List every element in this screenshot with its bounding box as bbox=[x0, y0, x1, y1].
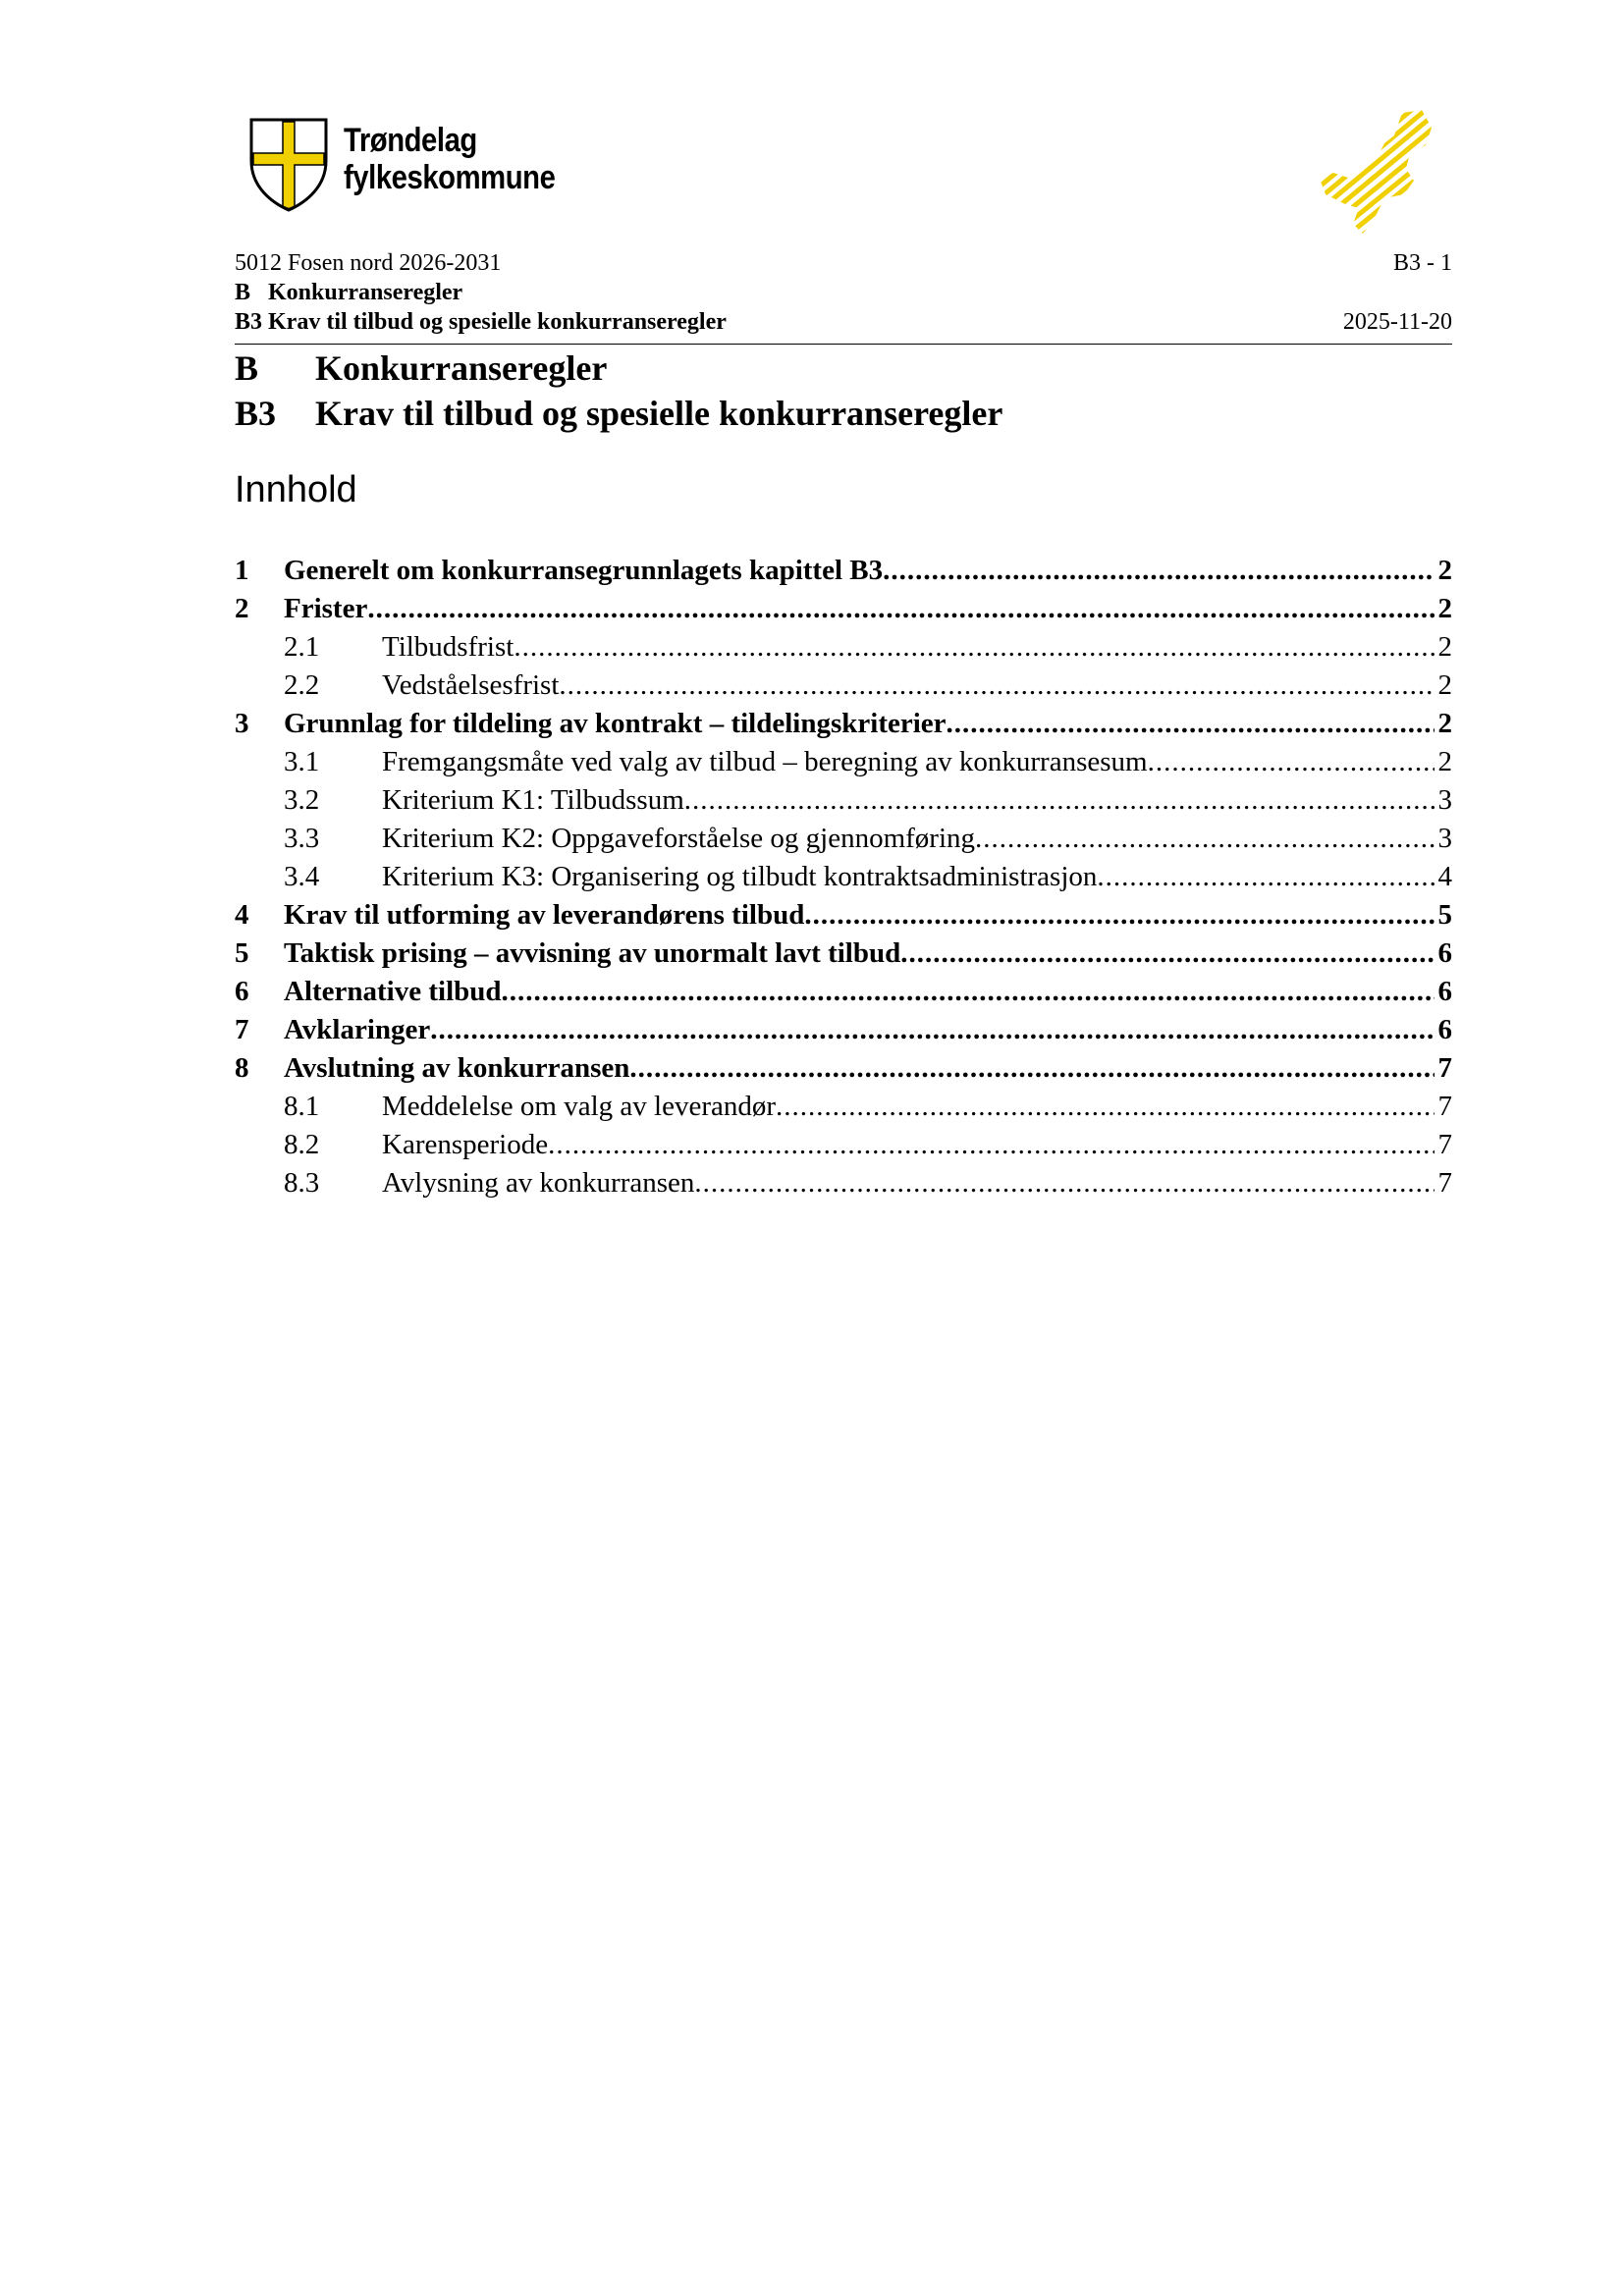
toc-entry-number: 2.2 bbox=[284, 669, 320, 701]
header-row-section bbox=[235, 278, 1452, 307]
toc-entry[interactable] bbox=[235, 552, 1452, 590]
toc-entry-page: 3 bbox=[1437, 823, 1452, 854]
toc-dot-leader bbox=[684, 781, 1435, 820]
toc-entry-title: Fremgangsmåte ved valg av tilbud – beregning av konkurransesum bbox=[382, 746, 1148, 777]
toc-entry-title: Tilbudsfrist bbox=[382, 631, 514, 663]
organization-name bbox=[344, 122, 555, 196]
toc-entry-title: Frister bbox=[284, 593, 368, 624]
toc-dot-leader bbox=[694, 1164, 1434, 1202]
toc-entry-number: 8 bbox=[235, 1052, 249, 1084]
toc-entry-title: Alternative tilbud bbox=[284, 976, 502, 1007]
striped-map-icon bbox=[1316, 108, 1434, 236]
toc-entry[interactable] bbox=[235, 1126, 1452, 1164]
table-of-contents bbox=[235, 552, 1452, 1202]
toc-entry-number: 2 bbox=[235, 593, 249, 624]
toc-entry[interactable] bbox=[235, 973, 1452, 1011]
toc-entry-title: Avlysning av konkurransen bbox=[382, 1167, 695, 1199]
toc-entry-number: 7 bbox=[235, 1014, 249, 1045]
organization-logo bbox=[249, 118, 573, 216]
title-subsection-text: Krav til tilbud og spesielle konkurranseregler bbox=[315, 394, 1003, 433]
toc-entry-number: 6 bbox=[235, 976, 249, 1007]
header-row-subsection bbox=[235, 307, 1452, 337]
toc-entry-page: 2 bbox=[1437, 593, 1452, 624]
toc-entry-page: 3 bbox=[1437, 784, 1452, 816]
toc-heading: Innhold bbox=[235, 469, 357, 510]
toc-dot-leader bbox=[883, 552, 1434, 590]
toc-entry[interactable] bbox=[235, 705, 1452, 743]
toc-entry-title: Taktisk prising – avvisning av unormalt lavt tilbud bbox=[284, 937, 901, 969]
toc-entry[interactable] bbox=[235, 934, 1452, 973]
toc-dot-leader bbox=[900, 934, 1434, 973]
toc-dot-leader bbox=[559, 667, 1434, 705]
toc-entry-number: 5 bbox=[235, 937, 249, 969]
toc-entry[interactable] bbox=[235, 896, 1452, 934]
toc-dot-leader bbox=[947, 705, 1435, 743]
toc-entry-title: Krav til utforming av leverandørens tilbud bbox=[284, 899, 805, 931]
toc-entry-page: 2 bbox=[1437, 708, 1452, 739]
document-title-line1 bbox=[235, 346, 607, 391]
toc-dot-leader bbox=[367, 590, 1434, 628]
toc-dot-leader bbox=[776, 1088, 1434, 1126]
toc-entry-number: 3.2 bbox=[284, 784, 320, 816]
toc-entry[interactable] bbox=[235, 1011, 1452, 1049]
running-header bbox=[235, 248, 1452, 337]
toc-entry-title: Grunnlag for tildeling av kontrakt – tildelingskriterier bbox=[284, 708, 947, 739]
header-section: B Konkurranseregler bbox=[235, 280, 463, 305]
toc-entry-number: 3.4 bbox=[284, 861, 320, 892]
toc-entry-number: 3 bbox=[235, 708, 249, 739]
toc-entry-title: Kriterium K1: Tilbudssum bbox=[382, 784, 684, 816]
header-date: 2025-11-20 bbox=[1342, 309, 1452, 335]
toc-entry[interactable] bbox=[235, 590, 1452, 628]
toc-entry-title: Avslutning av konkurransen bbox=[284, 1052, 630, 1084]
toc-entry-page: 6 bbox=[1437, 937, 1452, 969]
toc-entry[interactable] bbox=[235, 1049, 1452, 1088]
toc-entry-number: 2.1 bbox=[284, 631, 320, 663]
toc-entry-page: 7 bbox=[1437, 1091, 1452, 1122]
toc-entry-title: Karensperiode bbox=[382, 1129, 549, 1160]
toc-entry-page: 2 bbox=[1437, 746, 1452, 777]
organization-name-line1: Trøndelag bbox=[344, 122, 477, 159]
title-subsection-number: B3 bbox=[235, 394, 277, 433]
toc-dot-leader bbox=[548, 1126, 1434, 1164]
organization-name-line2: fylkeskommune bbox=[344, 159, 556, 196]
toc-dot-leader bbox=[1148, 743, 1435, 781]
toc-entry[interactable] bbox=[235, 667, 1452, 705]
toc-entry-page: 4 bbox=[1437, 861, 1452, 892]
toc-entry-page: 7 bbox=[1437, 1052, 1452, 1084]
toc-entry-number: 8.3 bbox=[284, 1167, 320, 1199]
toc-entry[interactable] bbox=[235, 628, 1452, 667]
toc-entry-page: 7 bbox=[1437, 1167, 1452, 1199]
toc-entry-number: 8.1 bbox=[284, 1091, 320, 1122]
toc-entry-page: 6 bbox=[1437, 1014, 1452, 1045]
toc-dot-leader bbox=[804, 896, 1434, 934]
toc-entry-page: 6 bbox=[1437, 976, 1452, 1007]
toc-entry-number: 8.2 bbox=[284, 1129, 320, 1160]
toc-entry[interactable] bbox=[235, 781, 1452, 820]
header-subsection: B3 Krav til tilbud og spesielle konkurranseregler bbox=[235, 309, 727, 335]
toc-dot-leader bbox=[1097, 858, 1434, 896]
toc-entry-page: 2 bbox=[1437, 555, 1452, 586]
shield-cross-icon bbox=[249, 118, 328, 212]
toc-entry-title: Generelt om konkurransegrunnlagets kapittel B3 bbox=[284, 555, 884, 586]
toc-dot-leader bbox=[430, 1011, 1434, 1049]
toc-entry-title: Avklaringer bbox=[284, 1014, 431, 1045]
header-divider bbox=[235, 344, 1452, 345]
toc-entry-page: 2 bbox=[1437, 669, 1452, 701]
toc-entry[interactable] bbox=[235, 858, 1452, 896]
toc-entry-page: 5 bbox=[1437, 899, 1452, 931]
toc-entry[interactable] bbox=[235, 743, 1452, 781]
toc-entry-number: 3.3 bbox=[284, 823, 320, 854]
toc-dot-leader bbox=[629, 1049, 1434, 1088]
toc-entry[interactable] bbox=[235, 1088, 1452, 1126]
toc-dot-leader bbox=[514, 628, 1434, 667]
toc-dot-leader bbox=[975, 820, 1434, 858]
header-page-label: B3 - 1 bbox=[1393, 250, 1452, 276]
toc-entry-page: 7 bbox=[1437, 1129, 1452, 1160]
toc-entry-page: 2 bbox=[1437, 631, 1452, 663]
toc-entry-title: Vedståelsesfrist bbox=[382, 669, 560, 701]
document-title-line2 bbox=[235, 391, 1002, 436]
title-section-text: Konkurranseregler bbox=[315, 348, 608, 388]
header-row-project bbox=[235, 248, 1452, 278]
toc-entry-number: 4 bbox=[235, 899, 249, 931]
toc-entry-number: 3.1 bbox=[284, 746, 320, 777]
title-section-number: B bbox=[235, 348, 259, 388]
toc-entry-number: 1 bbox=[235, 555, 249, 586]
header-project: 5012 Fosen nord 2026-2031 bbox=[235, 250, 502, 276]
toc-entry-title: Kriterium K3: Organisering og tilbudt kontraktsadministrasjon bbox=[382, 861, 1098, 892]
toc-dot-leader bbox=[502, 973, 1435, 1011]
toc-entry[interactable] bbox=[235, 1164, 1452, 1202]
toc-entry-title: Kriterium K2: Oppgaveforståelse og gjennomføring bbox=[382, 823, 976, 854]
toc-entry-title: Meddelelse om valg av leverandør bbox=[382, 1091, 777, 1122]
toc-entry[interactable] bbox=[235, 820, 1452, 858]
